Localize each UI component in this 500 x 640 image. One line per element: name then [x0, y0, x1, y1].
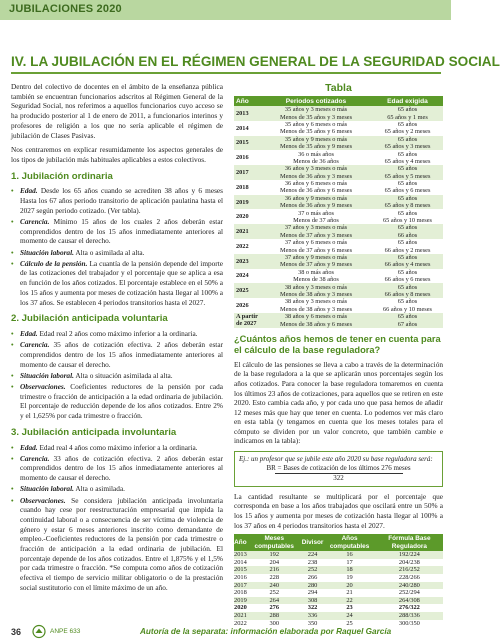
table-row [234, 128, 443, 135]
age-cell: 67 años [372, 320, 443, 327]
table-header-age: Edad exigida [372, 96, 443, 106]
table-row [234, 224, 443, 231]
bullet-icon: • [11, 258, 14, 268]
list-item [11, 371, 223, 381]
table-row [234, 165, 443, 172]
item-text: Alta o asimilada al alta. [73, 247, 145, 257]
age-cell: 65 años [372, 195, 443, 202]
age-cell: 65 años [397, 150, 418, 158]
age-cell: 65 años y 6 meses [384, 187, 431, 195]
period-cell: Menos de 36 años y 6 meses [279, 187, 353, 195]
period-cell: 38 años y 3 meses o más [284, 298, 348, 306]
table-row [234, 195, 443, 202]
table-cell: 240 [247, 582, 302, 590]
table-row [234, 589, 443, 597]
year-cell: 2020 [236, 213, 249, 221]
table-row [234, 291, 443, 298]
age-cell: 65 años [372, 136, 443, 143]
table-cell: 2021 [234, 611, 247, 619]
table-cell: 2017 [234, 581, 247, 589]
age-cell: 65 años [372, 313, 443, 320]
table-row [234, 246, 443, 253]
period-cell: 36 años y 6 meses o más [284, 180, 348, 188]
year-cell: 2025 [234, 283, 260, 298]
calc-text [234, 360, 443, 531]
table-cell: 2013 [234, 551, 247, 559]
table-row [234, 239, 443, 246]
table-row [234, 320, 443, 327]
item-label: Edad. [20, 186, 38, 196]
period-cell: 36 años y 3 meses o más [260, 165, 372, 172]
period-cell: Menos de 38 años y 3 meses [279, 305, 353, 313]
table-cell: 2014 [234, 558, 247, 566]
item-text: Alta o asimilada. [73, 484, 126, 494]
intro-paragraph: Dentro del colectivo de docentes en el ámbito de la enseñanza pública también se encuentran funcionarios adscritos al Régimen General de la Seguridad Social, nos referimos a aquellos funcionarios cuyo acceso se ha producido posterior al 1 de enero de 2011, a funcionarios interinos y profesores de religión a los que no sería aplicable el régimen de jubilación de Clases Pasivas. [11, 82, 223, 140]
year-cell: 2026 [236, 302, 249, 310]
age-cell: 66 años [372, 232, 443, 239]
period-cell: Menos de 37 años [293, 217, 339, 225]
table-row [234, 559, 443, 567]
table-cell: 300/350 [398, 619, 420, 627]
table-cell: 2020 [234, 604, 247, 612]
base-reguladora-table [234, 534, 443, 627]
table-row [234, 566, 443, 574]
period-cell: Menos de 37 años y 9 meses [260, 261, 372, 268]
bullet-icon: • [11, 216, 14, 226]
table-row [234, 276, 443, 283]
table-cell: 224 [302, 551, 324, 559]
table-row [234, 261, 443, 268]
formula-denominator: 322 [333, 473, 344, 482]
year-cell: 2016 [236, 154, 249, 162]
example-box [234, 451, 443, 487]
table-row [234, 202, 443, 209]
t2-header-formula: Fórmula Base Reguladora [376, 534, 443, 551]
table-cell: 288 [247, 612, 302, 620]
period-cell: 38 años y 6 meses o más [260, 313, 372, 320]
t2-header-months: Meses computables [247, 534, 302, 551]
period-cell: Menos de 36 años y 3 meses [260, 173, 372, 180]
table-cell: 2015 [234, 566, 247, 574]
period-cell: 36 o más años [298, 150, 334, 158]
period-cell: Menos de 35 años y 6 meses [279, 128, 353, 136]
table-cell: 350 [307, 619, 318, 627]
author-credit: Autoría de la separata: información elaborada por Raquel García [140, 627, 392, 636]
period-cell: 37 años y 3 meses o más [260, 224, 372, 231]
table-row [234, 298, 443, 305]
item-text: La cuantía de la pensión depende del importe de las cotizaciones del trabajador y el porcentaje que se aplica a esa en función de los años cotizados. El porcentaje establece en el 50% a los 15 años y aumenta por meses de cotización hasta llegar al 100% a los 37 años. Se establecen 4 periodos transitorios hasta el 2027. [20, 258, 223, 307]
year-cell: 2023 [234, 254, 260, 269]
table-row [234, 209, 443, 216]
table-row [234, 150, 443, 157]
table-row [234, 597, 443, 605]
period-cell: 38 años y 3 meses o más [260, 283, 372, 290]
table-row [234, 574, 443, 582]
age-cell: 65 años [372, 224, 443, 231]
age-cell: 65 años [397, 239, 418, 247]
table-cell: 322 [307, 604, 318, 612]
table-cell: 238 [307, 558, 318, 566]
age-cell: 65 años [397, 298, 418, 306]
table-cell: 280 [302, 582, 324, 590]
item-text: Se considera jubilación anticipada involuntaria cuando hay cese por reestructuración empresarial que impida la continuidad laboral o a consecuencia de ser víctima de violencia de género y estar 6 meses anteriores inscrito como demandante de empleo.-Coeficientes reductores de la pensión por cada trimestre o fracción de anticipación a la edad ordinaria de jubilación. El porcentaje depende de los años cotizados. Entre el 1,875% y el 1,5% por cada trimestre o fracción. *Se computa como años de cotización efectiva el tiempo de servicio militar obligatorio o de la prestación social sustitutorio con el límite máximo de un año. [20, 495, 223, 592]
item-label: Carencia. [20, 453, 50, 463]
table-cell: 204 [269, 558, 280, 566]
t2-header-year: Año [234, 534, 247, 551]
age-cell: 65 años [397, 268, 418, 276]
age-cell: 65 años [372, 106, 443, 113]
table-cell: 252 [302, 566, 324, 574]
table-cell: 300 [269, 619, 280, 627]
period-cell: Menos de 38 años y 3 meses [260, 291, 372, 298]
table-row [234, 173, 443, 180]
table-cell: 17 [346, 558, 353, 566]
section-heading: 3. Jubilación anticipada involuntaria [11, 426, 177, 438]
year-cell: 2015 [234, 136, 260, 151]
bullet-list [11, 186, 223, 307]
year-cell: A partir de 2027 [234, 313, 260, 328]
table-cell: 21 [346, 589, 353, 597]
table-row [234, 551, 443, 559]
intro-paragraph: Nos centraremos en explicar resumidamente los aspectos generales de los tipos de jubilación más habituales aplicables a estos colectivos. [11, 145, 223, 164]
table-cell: 2019 [234, 596, 247, 604]
age-cell: 66 años y 6 meses [384, 276, 431, 284]
table-row [234, 313, 443, 320]
age-cell: 65 años [397, 120, 418, 128]
item-label: Situación laboral. [20, 247, 74, 257]
table-cell: 23 [346, 604, 353, 612]
period-cell: 35 años y 9 meses o más [260, 136, 372, 143]
period-cell: Menos de 35 años y 9 meses [260, 143, 372, 150]
table-cell: 216 [247, 566, 302, 574]
table-row [234, 217, 443, 224]
period-cell: 36 años y 9 meses o más [260, 195, 372, 202]
period-cell: Menos de 36 años y 9 meses [260, 202, 372, 209]
t2-header-divisor: Divisor [302, 534, 324, 551]
year-cell: 2013 [234, 106, 260, 121]
calc-paragraph: La cantidad resultante se multiplicará por el porcentaje que corresponda en base a los años trabajados que oscilará entre un 50% a los 15 años y aumenta por meses de cotización hasta llegar al 100% a los 37 años en 4 periodos transitorios hasta el 2027. [234, 491, 443, 530]
title-divider [11, 72, 441, 74]
period-cell: 35 años y 6 meses o más [284, 120, 348, 128]
age-cell: 65 años [372, 254, 443, 261]
item-label: Carencia. [20, 340, 50, 350]
table-row [234, 187, 443, 194]
table-cell: 16 [323, 551, 375, 559]
age-cell: 65 años [397, 180, 418, 188]
table-row [234, 232, 443, 239]
year-cell: 2024 [236, 272, 249, 280]
bullet-icon: • [11, 484, 14, 494]
list-item [11, 382, 223, 421]
table-row [234, 254, 443, 261]
table-row [234, 582, 443, 590]
age-cell: 66 años y 10 meses [383, 305, 432, 313]
table-row [234, 121, 443, 128]
bullet-icon: • [11, 442, 14, 452]
item-text: Edad real 4 años como máximo inferior a la ordinaria. [37, 442, 198, 452]
table-row [234, 158, 443, 165]
bullet-icon: • [11, 495, 14, 505]
table-cell: 192 [247, 551, 302, 559]
item-text: Alta o situación asimilada al alta. [73, 370, 173, 380]
period-cell: 37 años y 6 meses o más [284, 239, 348, 247]
item-text: 33 años de cotización efectiva. 2 años deberán estar comprendidos dentro de los 15 años inmediatamente anteriores al momento de causar el derecho. [20, 453, 223, 483]
table-cell: 336 [302, 612, 324, 620]
item-text: Coeficientes reductores de la pensión por cada trimestre o fracción de anticipación a la edad ordinaria de jubilación. El porcentaje de reducción depende de los años cotizados. Entre 2% y el 1,625% por cada trimestre o fracción. [20, 381, 223, 421]
calc-paragraph: El cálculo de las pensiones se lleva a cabo a través de la determinación de la base reguladora a la que se aplicarán unos porcentajes según los años cotizados. Para conocer la base reguladora tomaremos en cuenta los últimos 23 años de cotizaciones, para aquellos que se retiren en este 2020. Esto cambia cada año, y por cada uno que pasa hemos de añadir 12 meses más que hay que tener en cuenta. Lo podemos ver más claro en esta tabla (y tengamos en cuenta que los meses totales para el cómputo se dividen por un valor concreto, que también cambie e indicamos en la tabla): [234, 359, 443, 446]
bullet-list [11, 329, 223, 421]
age-cell: 65 años y 5 meses [372, 173, 443, 180]
list-item [11, 496, 223, 593]
age-cell: 66 años y 2 meses [384, 246, 431, 254]
item-label: Edad. [20, 442, 38, 452]
period-cell: 37 o más años [298, 209, 334, 217]
section-header: JUBILACIONES 2020 [9, 3, 122, 15]
age-cell: 66 años y 8 meses [372, 291, 443, 298]
bullet-icon: • [11, 186, 14, 196]
sections-container [11, 172, 223, 593]
table-row [234, 180, 443, 187]
table-row [234, 136, 443, 143]
page-number: 36 [11, 627, 22, 637]
age-cell: 65 años y 10 meses [383, 217, 432, 225]
age-cell: 66 años y 4 meses [372, 261, 443, 268]
period-cell: 38 o más años [298, 268, 334, 276]
left-column [11, 82, 223, 596]
list-item [11, 259, 223, 308]
item-label: Observaciones. [20, 495, 66, 505]
t2-header-years: Años computables [323, 534, 375, 551]
item-label: Cálculo de la pensión. [20, 258, 88, 268]
table-cell: 19 [346, 574, 353, 582]
table-cell: 18 [323, 566, 375, 574]
age-cell: 65 años y 4 meses [384, 157, 431, 165]
table-cell: 25 [346, 619, 353, 627]
year-cell: 2021 [234, 224, 260, 239]
table-row [234, 283, 443, 290]
page-footer [0, 624, 451, 640]
age-cell: 65 años y 8 meses [372, 202, 443, 209]
list-item [11, 340, 223, 369]
table-cell: 288/336 [376, 612, 443, 620]
table-cell: 192/224 [376, 551, 443, 559]
period-cell: Menos de 36 años [293, 157, 339, 165]
table-cell: 22 [323, 597, 375, 605]
table-row [234, 604, 443, 612]
bullet-icon: • [11, 370, 14, 380]
table-row [234, 269, 443, 276]
table-cell: 216/252 [376, 566, 443, 574]
list-item [11, 484, 223, 494]
table-cell: 240/280 [376, 582, 443, 590]
formula-numerator: BR = Bases de cotización de los últimos 276 meses [266, 464, 411, 473]
item-label: Situación laboral. [20, 484, 74, 494]
table-cell: 2016 [234, 574, 247, 582]
bullet-icon: • [11, 453, 14, 463]
age-cell: 65 años [397, 209, 418, 217]
right-column [234, 82, 443, 627]
table-cell: 2018 [234, 589, 247, 597]
page-title: IV. LA JUBILACIÓN EN EL RÉGIMEN GENERAL DE LA SEGURIDAD SOCIAL [11, 54, 500, 69]
year-cell: 2017 [234, 165, 260, 180]
list-item [11, 248, 223, 258]
age-cell: 65 años [372, 165, 443, 172]
item-label: Observaciones. [20, 381, 66, 391]
year-cell: 2019 [234, 195, 260, 210]
period-cell: 37 años y 9 meses o más [260, 254, 372, 261]
period-cell: Menos de 37 años y 3 meses [260, 232, 372, 239]
bullet-icon: • [11, 247, 14, 257]
table-row [234, 612, 443, 620]
item-label: Situación laboral. [20, 370, 74, 380]
period-cell: 35 años y 3 meses o más [260, 106, 372, 113]
item-text: Desde los 65 años cuando se acrediten 38 años y 6 meses Hasta los 67 años periodo transitorio de aplicación paulatina hasta el 2027 según periodo cotizado. (Ver tabla). [20, 186, 223, 215]
table-cell: 276/322 [398, 604, 420, 612]
table-row [234, 113, 443, 120]
list-item [11, 217, 223, 246]
table-cell: 276 [269, 604, 280, 612]
table-cell: 228/266 [398, 574, 420, 582]
table-row [234, 143, 443, 150]
table-cell: 266 [307, 574, 318, 582]
age-cell: 65 años y 2 meses [384, 128, 431, 136]
table-cell: 24 [323, 612, 375, 620]
section-heading: 2. Jubilación anticipada voluntaria [11, 313, 168, 325]
list-item [11, 454, 223, 483]
table-row [234, 306, 443, 313]
item-text: 35 años de cotización efectiva. 2 años deberán estar comprendidos dentro de los 15 años inmediatamente anteriores al momento de causar el derecho. [20, 340, 223, 369]
section-heading: 1. Jubilación ordinaria [11, 170, 113, 182]
age-cell: 65 años [372, 283, 443, 290]
list-item [11, 443, 223, 453]
item-label: Carencia. [20, 216, 50, 226]
table-cell: 204/238 [398, 558, 420, 566]
calc-question: ¿Cuántos años hemos de tener en cuenta para el cálculo de la base reguladora? [234, 333, 441, 355]
year-cell: 2014 [236, 124, 249, 132]
anpe-logo-icon [32, 625, 46, 638]
table-header-periods: Periodos cotizados [260, 96, 372, 106]
period-cell: Menos de 35 años y 3 meses [260, 113, 372, 120]
age-cell: 65 años y 3 meses [372, 143, 443, 150]
bullet-icon: • [11, 340, 14, 350]
example-text: Ej.: un profesor que se jubile este año 2020 su base reguladora será: [239, 455, 433, 464]
table-cell: 264/308 [376, 597, 443, 605]
age-cell: 65 años y 1 mes [372, 113, 443, 120]
table-row [234, 106, 443, 113]
list-item [11, 329, 223, 339]
section-header-bar [0, 0, 451, 20]
item-text: Mínimo 15 años de los cuales 2 años deberán estar comprendidos dentro de los 15 años inmediatamente anteriores al momento de causar el derecho. [20, 216, 223, 246]
item-label: Edad. [20, 328, 38, 338]
year-cell: 2018 [236, 183, 249, 191]
table-cell: 252 [269, 589, 280, 597]
table-cell: 264 [247, 597, 302, 605]
table-cell: 2022 [234, 619, 247, 627]
table-caption: Tabla [325, 82, 352, 94]
period-cell: Menos de 37 años y 6 meses [279, 246, 353, 254]
bullet-list [11, 443, 223, 593]
period-cell: Menos de 38 años y 6 meses [260, 320, 372, 327]
table-cell: 20 [323, 582, 375, 590]
item-text: Edad real 2 años como máximo inferior a la ordinaria. [37, 328, 198, 338]
list-item [11, 186, 223, 215]
table-header-year: Año [234, 96, 260, 106]
retirement-age-table [234, 96, 443, 328]
table-cell: 294 [307, 589, 318, 597]
period-cell: Menos de 38 años [293, 276, 339, 284]
table-cell: 252/294 [398, 589, 420, 597]
table-cell: 308 [302, 597, 324, 605]
bullet-icon: • [11, 381, 14, 391]
year-cell: 2022 [236, 242, 249, 250]
table-cell: 228 [269, 574, 280, 582]
org-label: ANPE 633 [50, 628, 81, 635]
bullet-icon: • [11, 328, 14, 338]
